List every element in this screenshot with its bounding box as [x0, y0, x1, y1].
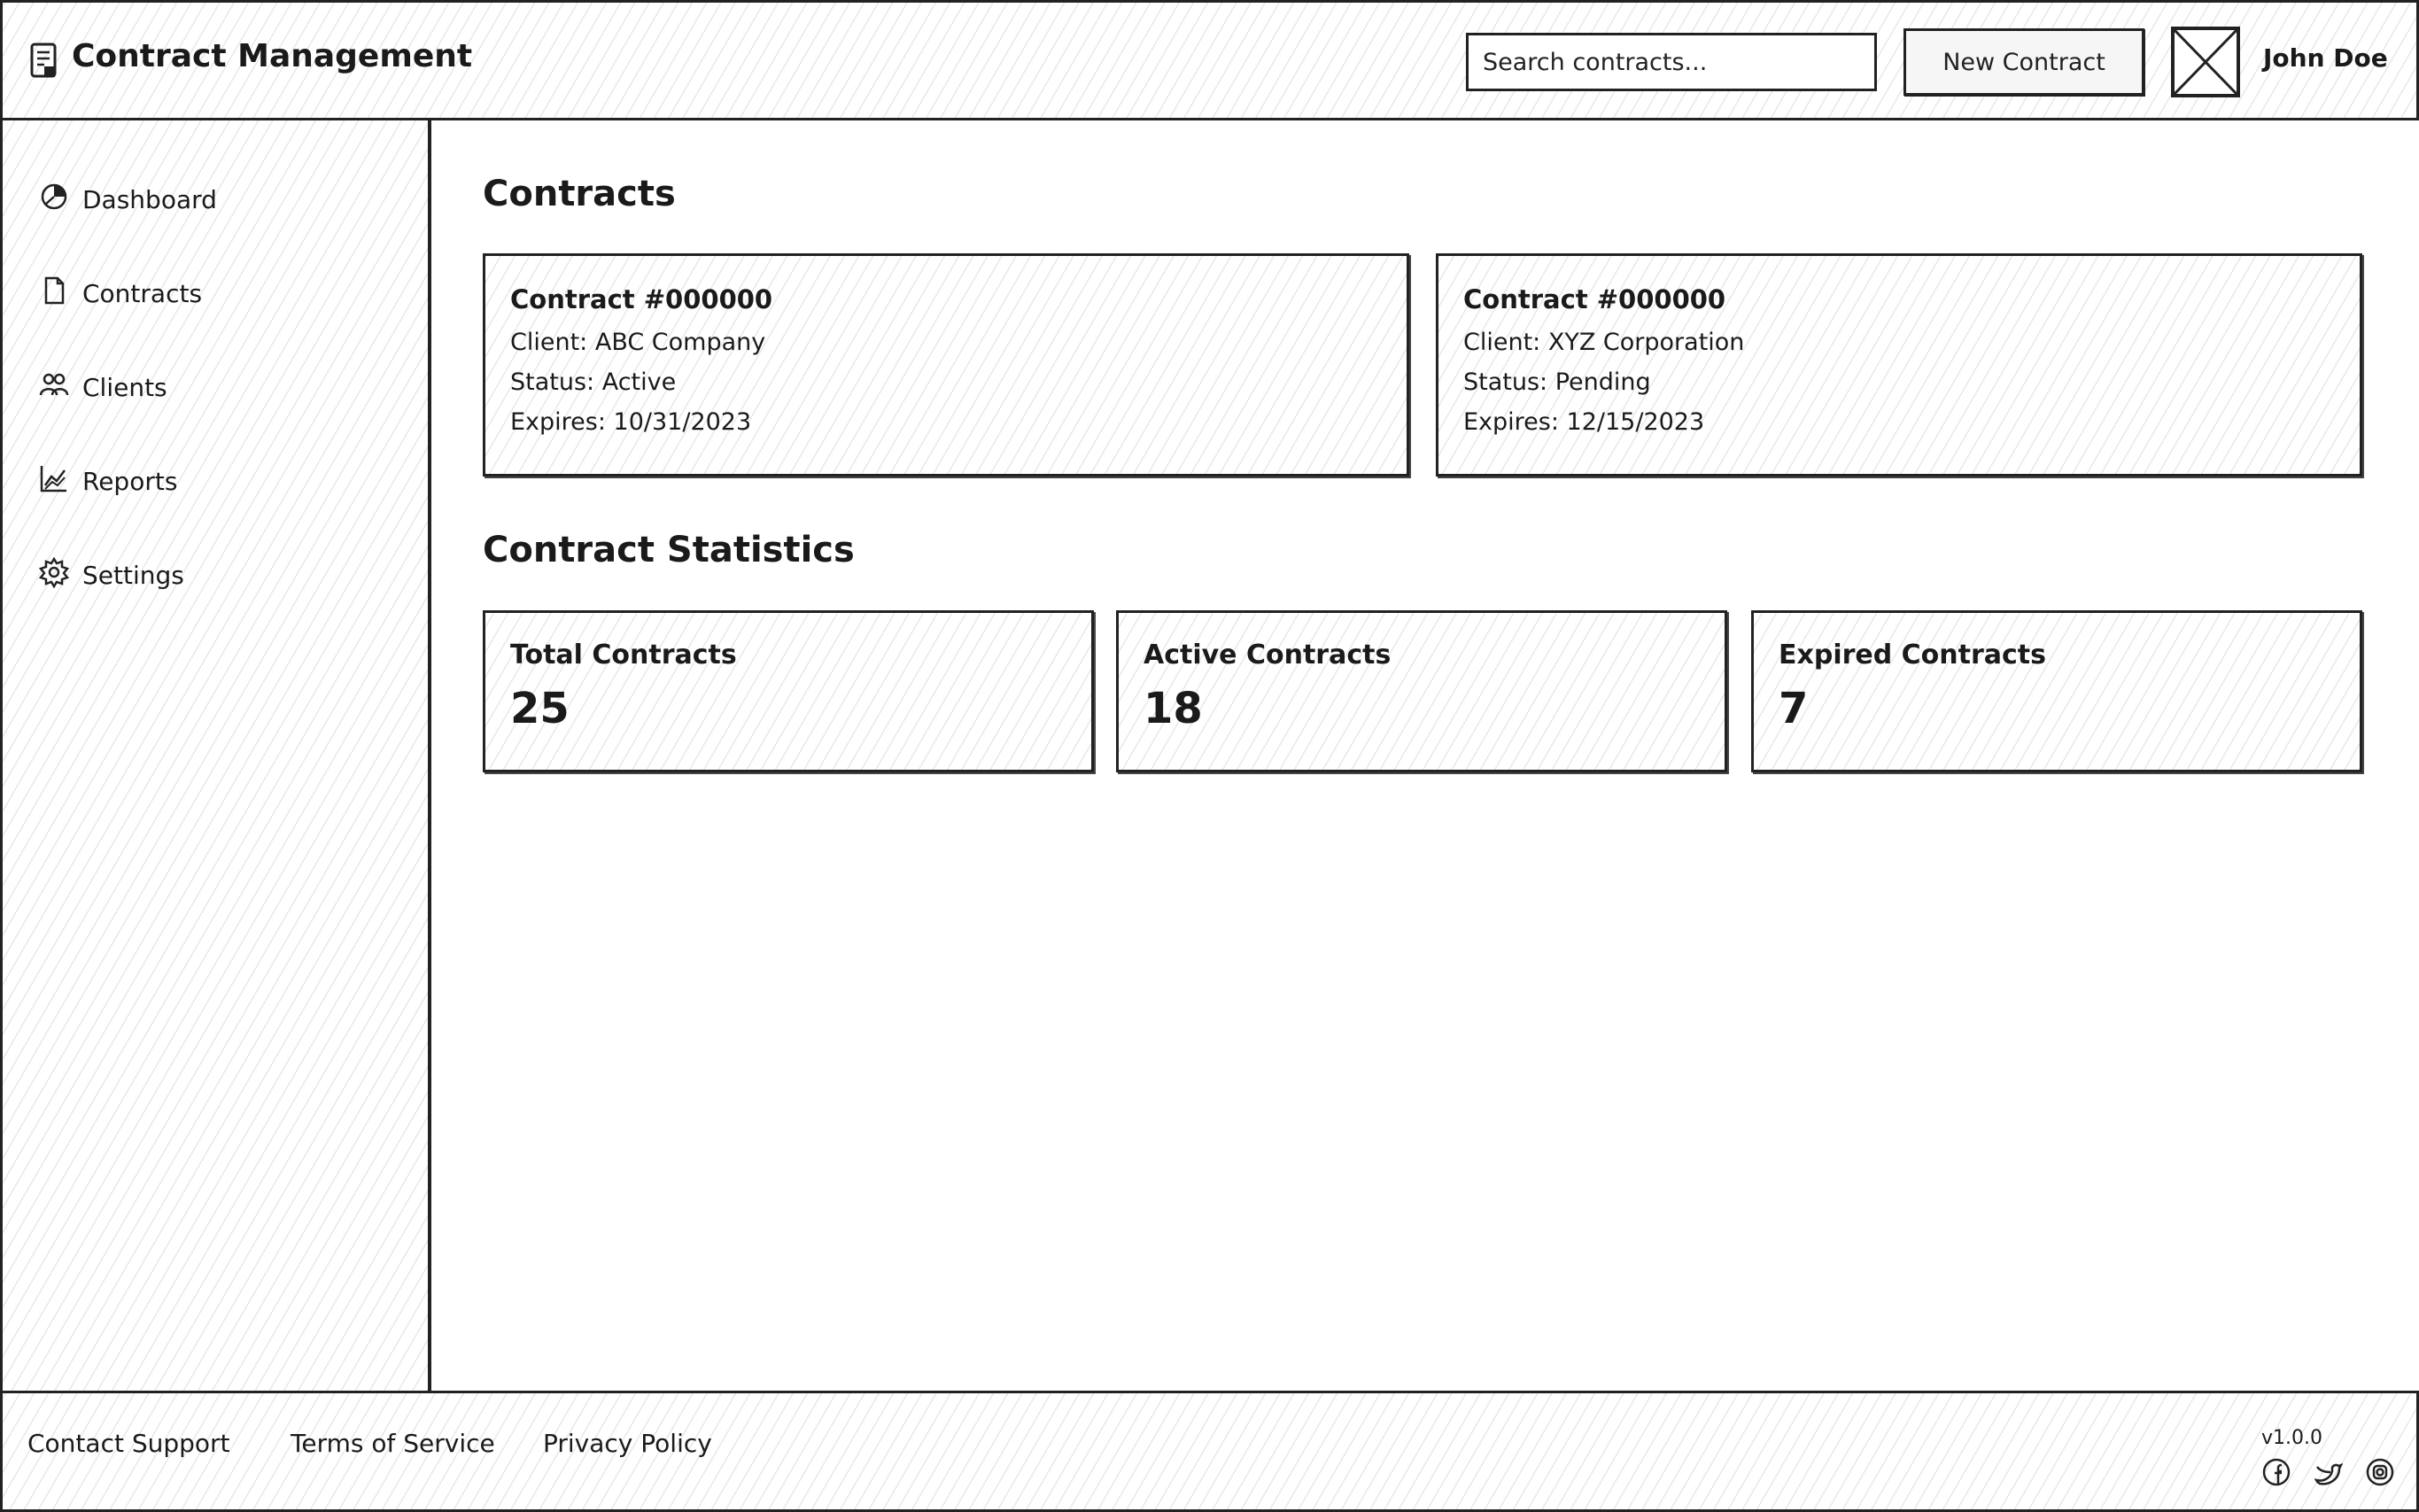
- sidebar: [0, 120, 431, 1391]
- stat-card-expired: [1751, 610, 2362, 772]
- sidebar-item-contracts[interactable]: [38, 271, 202, 315]
- stat-value: 7: [1779, 684, 1809, 733]
- contract-status: Status: Active: [510, 368, 677, 396]
- contract-number: Contract #000000: [510, 284, 773, 314]
- stat-label: Active Contracts: [1144, 640, 1392, 671]
- search-input[interactable]: [1466, 33, 1877, 91]
- users-icon: [38, 368, 70, 407]
- top-header: [0, 0, 2419, 120]
- twitter-icon[interactable]: [2313, 1457, 2343, 1487]
- user-name[interactable]: John Doe: [2263, 43, 2388, 73]
- contract-client: Client: XYZ Corporation: [1463, 329, 1745, 356]
- chart-icon: [38, 462, 70, 500]
- sidebar-item-label: Contracts: [82, 278, 203, 308]
- stat-value: 25: [510, 684, 570, 733]
- contract-card[interactable]: [483, 253, 1409, 477]
- gear-icon: [38, 556, 70, 594]
- contracts-section-title: Contracts: [483, 174, 676, 214]
- instagram-icon[interactable]: [2365, 1457, 2395, 1487]
- contract-client: Client: ABC Company: [510, 329, 766, 356]
- new-contract-button[interactable]: New Contract: [1903, 28, 2144, 96]
- stat-card-active: [1116, 610, 1727, 772]
- contract-card[interactable]: [1436, 253, 2362, 477]
- contact-support-link[interactable]: Contact Support: [27, 1429, 230, 1458]
- facebook-icon[interactable]: [2261, 1457, 2291, 1487]
- sidebar-item-clients[interactable]: [38, 365, 167, 409]
- contract-expiry: Expires: 12/15/2023: [1463, 408, 1705, 436]
- stat-label: Total Contracts: [510, 640, 737, 671]
- stat-value: 18: [1144, 684, 1203, 733]
- sidebar-item-dashboard[interactable]: [38, 177, 217, 221]
- sidebar-item-label: Reports: [82, 466, 178, 496]
- sidebar-item-reports[interactable]: [38, 459, 177, 503]
- contract-document-icon: [29, 42, 59, 81]
- app-title: Contract Management: [72, 38, 473, 74]
- privacy-policy-link[interactable]: Privacy Policy: [543, 1429, 712, 1458]
- footer: [0, 1391, 2419, 1512]
- contract-number: Contract #000000: [1463, 284, 1726, 314]
- sidebar-item-label: Dashboard: [82, 184, 217, 214]
- stat-card-total: [483, 610, 1094, 772]
- terms-of-service-link[interactable]: Terms of Service: [291, 1429, 495, 1458]
- contract-status: Status: Pending: [1463, 368, 1651, 396]
- dashboard-icon: [38, 181, 70, 219]
- avatar[interactable]: [2171, 27, 2240, 97]
- main-content: [431, 120, 2419, 1391]
- sidebar-item-label: Settings: [82, 560, 184, 590]
- contract-expiry: Expires: 10/31/2023: [510, 408, 752, 436]
- sidebar-item-settings[interactable]: [38, 553, 184, 597]
- sidebar-item-label: Clients: [82, 372, 167, 402]
- statistics-section-title: Contract Statistics: [483, 530, 855, 570]
- stat-label: Expired Contracts: [1779, 640, 2047, 671]
- document-icon: [38, 275, 70, 313]
- app-version: v1.0.0: [2261, 1427, 2322, 1449]
